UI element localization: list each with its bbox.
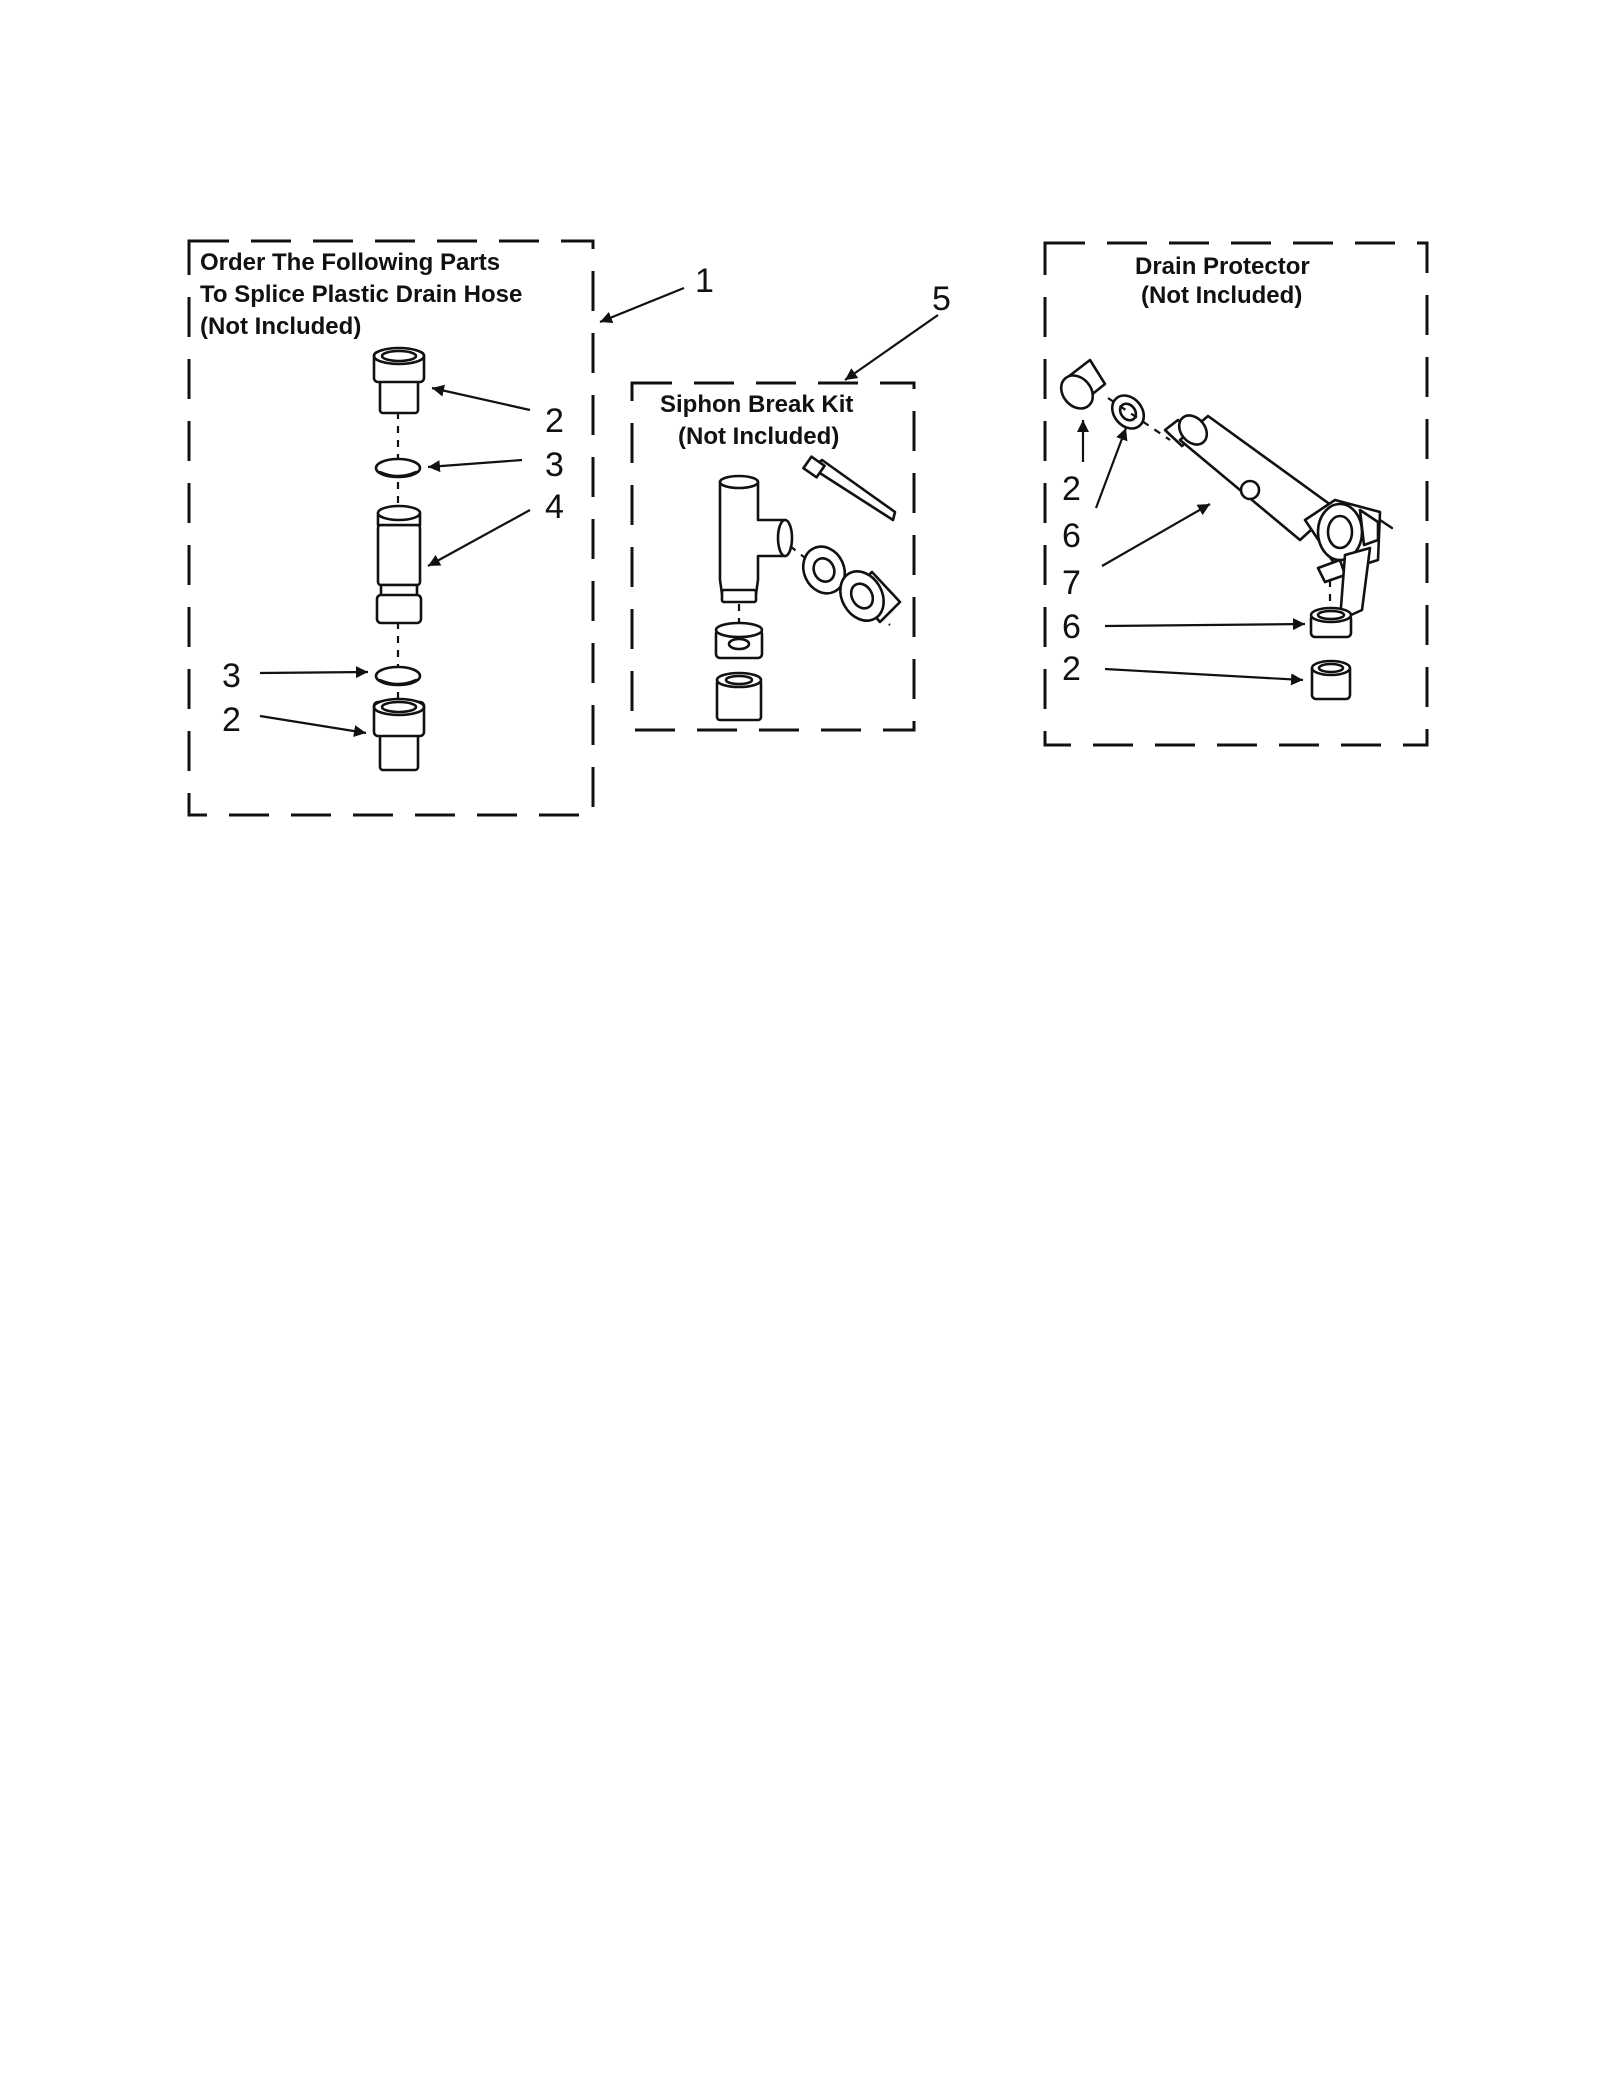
callout-splice-bottom-connector: 2 — [222, 701, 241, 739]
leader-splice-top-connector — [432, 388, 530, 410]
drain-top-ring-part — [1106, 389, 1151, 435]
callout-kit-5: 5 — [932, 280, 951, 318]
callout-drain-top-ring: 6 — [1062, 517, 1081, 555]
siphon-kit-group — [632, 280, 951, 730]
siphon-lower-ring-part — [716, 623, 762, 658]
siphon-lower-sleeve-part — [717, 673, 761, 720]
leader-splice-bottom-clamp — [260, 672, 368, 673]
callout-splice-top-connector: 2 — [545, 402, 564, 440]
siphon-kit-title-line-2: (Not Included) — [678, 423, 840, 450]
leader-splice-coupler — [428, 510, 530, 566]
splice-kit-title-line-3: (Not Included) — [200, 313, 362, 340]
drain-top-connector-part — [1055, 360, 1105, 415]
callout-kit-1: 1 — [695, 262, 714, 300]
callout-splice-coupler: 4 — [545, 488, 564, 526]
leader-drain-top-ring — [1096, 428, 1126, 508]
drain-kit-title-line-2: (Not Included) — [1141, 282, 1303, 309]
splice-kit-title-line-2: To Splice Plastic Drain Hose — [200, 281, 523, 308]
leader-drain-bottom-connector — [1105, 669, 1303, 680]
callout-drain-bottom-ring: 6 — [1062, 608, 1081, 646]
leader-kit-1 — [600, 288, 684, 322]
leader-splice-bottom-connector — [260, 716, 366, 733]
siphon-kit-title-line-1: Siphon Break Kit — [660, 391, 854, 418]
splice-top-connector-part — [374, 348, 424, 413]
callout-drain-bottom-connector: 2 — [1062, 650, 1081, 688]
callout-drain-top-connector: 2 — [1062, 470, 1081, 508]
callout-splice-bottom-clamp: 3 — [222, 657, 241, 695]
leader-drain-bottom-ring — [1105, 624, 1305, 626]
splice-bottom-connector-part — [374, 699, 424, 770]
drain-kit-title-line-1: Drain Protector — [1135, 253, 1310, 280]
drain-bottom-ring-part — [1311, 608, 1351, 637]
drain-protector-body-part — [1165, 410, 1392, 620]
callout-splice-top-clamp: 3 — [545, 446, 564, 484]
splice-kit-title-line-1: Order The Following Parts — [200, 249, 501, 276]
siphon-tee-part — [720, 476, 792, 602]
callout-drain-body: 7 — [1062, 564, 1081, 602]
siphon-cable-tie-part — [803, 457, 895, 520]
drain-kit-group — [1045, 243, 1427, 745]
splice-coupler-part — [377, 506, 421, 623]
splice-bottom-clamp-part — [376, 667, 420, 685]
leader-drain-body — [1102, 504, 1210, 566]
leader-kit-5 — [845, 315, 938, 380]
drain-bottom-connector-part — [1312, 661, 1350, 699]
splice-top-clamp-part — [376, 459, 420, 477]
leader-splice-top-clamp — [428, 460, 522, 467]
